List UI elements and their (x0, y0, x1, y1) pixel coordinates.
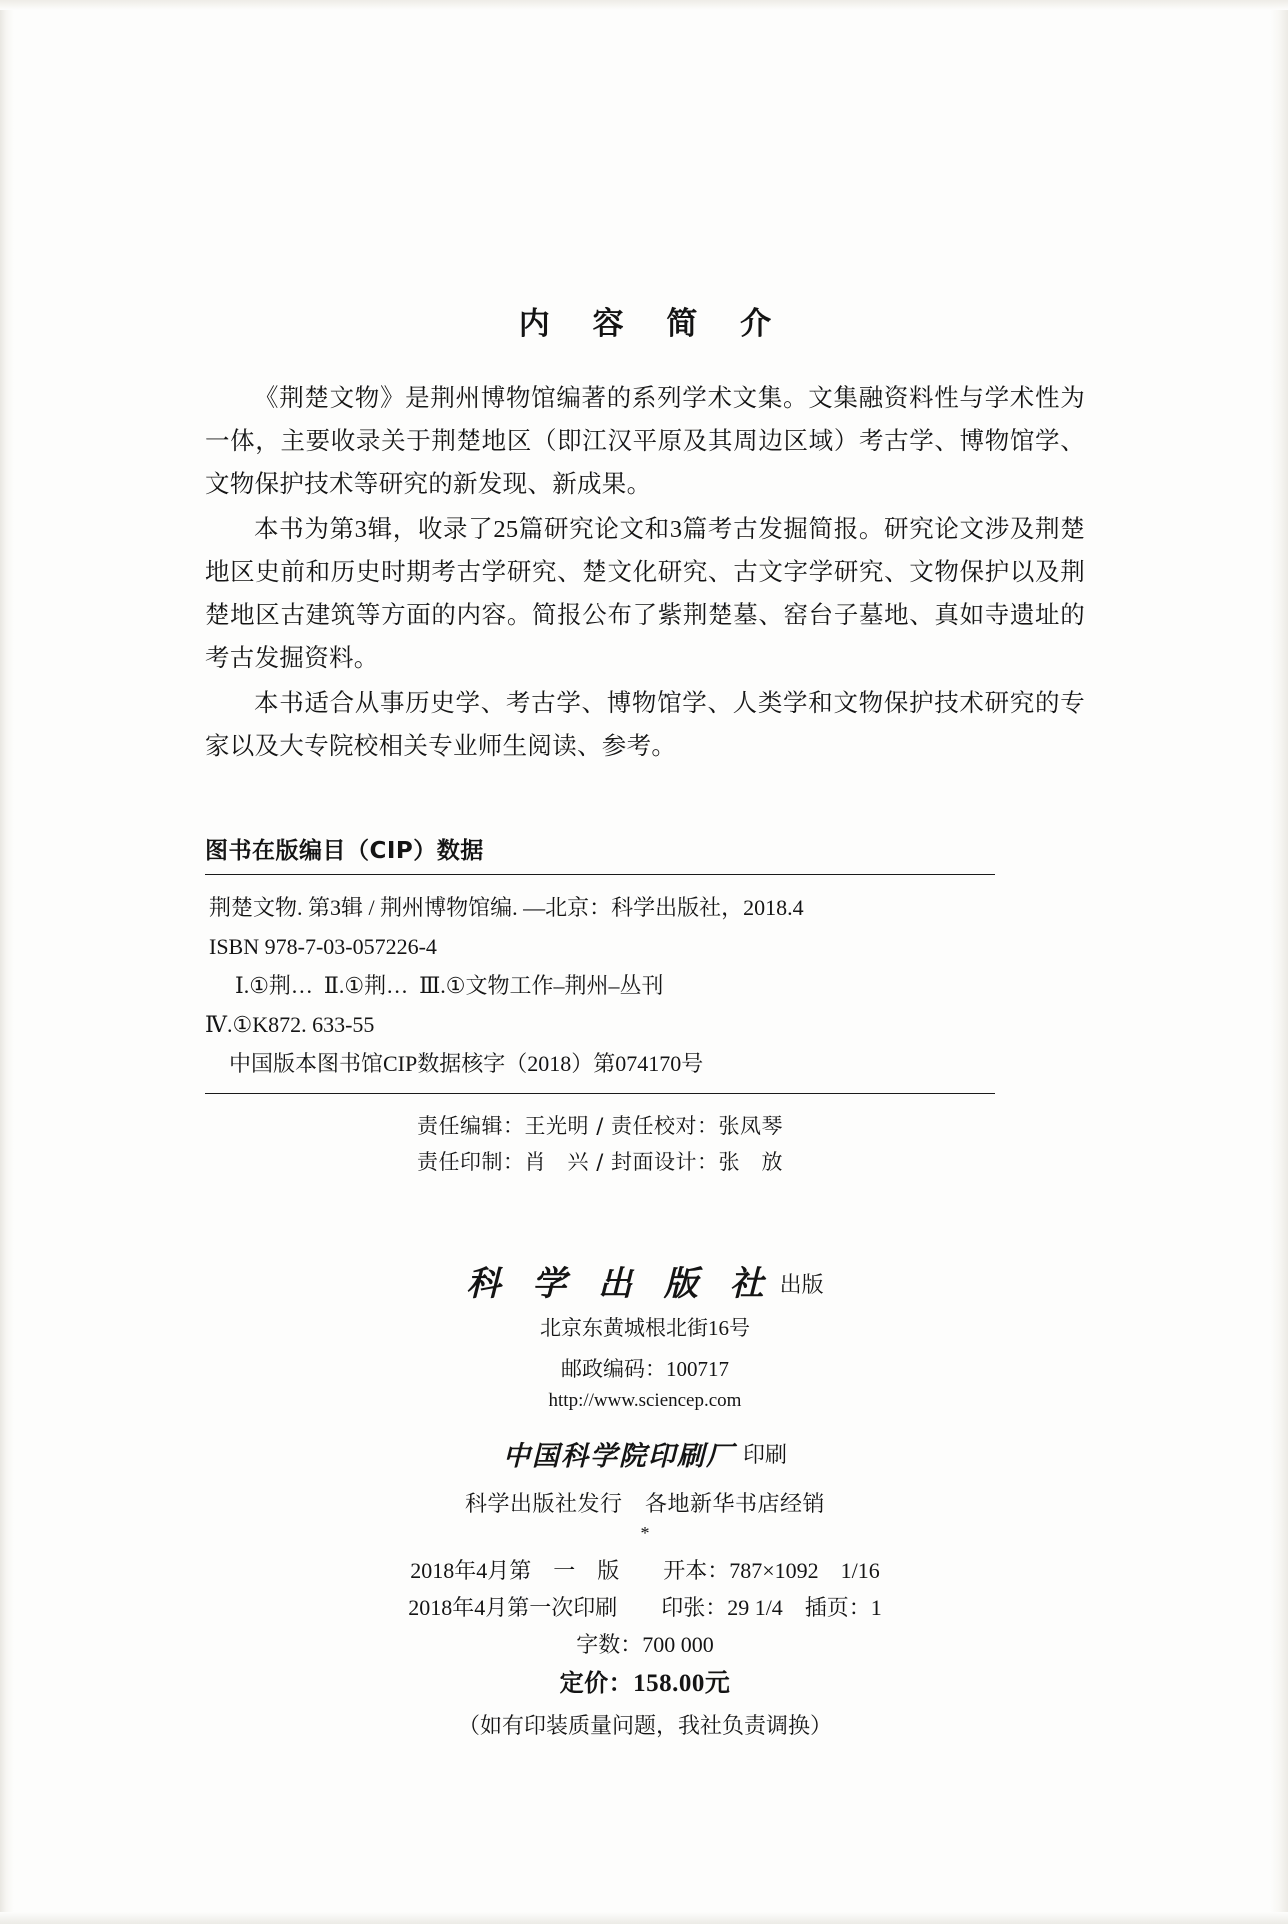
cip-line: Ⅳ.①K872. 633-55 (205, 1012, 375, 1037)
cip-line: Ⅰ.①荆… Ⅱ.①荆… Ⅲ.①文物工作–荆州–丛刊 (235, 973, 664, 998)
quality-notice: （如有印装质量问题，我社负责调换） (457, 1713, 832, 1738)
price-label: 定价： (559, 1671, 634, 1697)
word-count-line: 字数：700 000 (576, 1632, 714, 1657)
cip-line: 中国版本图书馆CIP数据核字（2018）第074170号 (229, 1051, 704, 1076)
cip-block (205, 832, 995, 1180)
publisher-name-suffix: 出版 (779, 1273, 824, 1298)
credit-line: 责任印制：肖 兴 / 封面设计：张 放 (417, 1150, 783, 1174)
page-edge-left (0, 0, 14, 1924)
publisher-postcode: 邮政编码：100717 (561, 1357, 729, 1381)
intro-paragraph: 《荆楚文物》是荆州博物馆编著的系列学术文集。文集融资料性与学术性为一体，主要收录关于荆楚地区（即江汉平原及其周边区域）考古学、博物馆学、文物保护技术等研究的新发现、新成果。 (205, 385, 1085, 498)
cip-entries (205, 875, 995, 1093)
publisher-address: 北京东黄城根北街16号 (540, 1316, 750, 1340)
distribution-line: 科学出版社发行 各地新华书店经销 (464, 1491, 825, 1516)
page-title: 内 容 简 介 (518, 306, 788, 342)
page-edge-right (1270, 0, 1288, 1924)
edition-line: 2018年4月第 一 版 开本：787×1092 1/16 (410, 1558, 880, 1583)
publisher-block (205, 1256, 1085, 1543)
intro-paragraph: 本书适合从事历史学、考古学、博物馆学、人类学和文物保护技术研究的专家以及大专院校相关专业师生阅读、参考。 (205, 690, 1085, 760)
intro-paragraph: 本书为第3辑，收录了25篇研究论文和3篇考古发掘简报。研究论文涉及荆楚地区史前和历史时期考古学研究、楚文化研究、古文字学研究、文物保护以及荆楚地区古建筑等方面的内容。简报公布了紫荆楚墓、窑台子墓地、真如寺遗址的考古发掘资料。 (205, 516, 1085, 672)
printer-line (205, 1434, 1085, 1473)
cip-line: ISBN 978-7-03-057226-4 (209, 934, 437, 959)
publisher-name-line (466, 1256, 823, 1305)
credits-block (205, 1094, 995, 1180)
page-content (205, 0, 1085, 1744)
price-line (205, 1665, 1085, 1703)
printer-name: 中国科学院印刷厂 (502, 1441, 735, 1472)
price-value: 158.00元 (633, 1670, 731, 1697)
credit-line: 责任编辑：王光明 / 责任校对：张凤琴 (417, 1114, 783, 1138)
printing-line: 2018年4月第一次印刷 印张：29 1/4 插页：1 (408, 1595, 882, 1620)
cip-heading: 图书在版编目（CIP）数据 (205, 838, 484, 864)
separator-asterisk: * (640, 1523, 650, 1543)
publisher-url[interactable]: http://www.sciencep.com (548, 1390, 742, 1411)
publisher-name: 科 学 出 版 社 (466, 1264, 774, 1304)
imprint-details (205, 1552, 1085, 1744)
introduction-text (205, 377, 1085, 768)
printer-suffix: 印刷 (742, 1443, 787, 1468)
cip-line: 荆楚文物. 第3辑 / 荆州博物馆编. —北京：科学出版社，2018.4 (209, 895, 804, 920)
page-edge-bottom (0, 1912, 1288, 1924)
